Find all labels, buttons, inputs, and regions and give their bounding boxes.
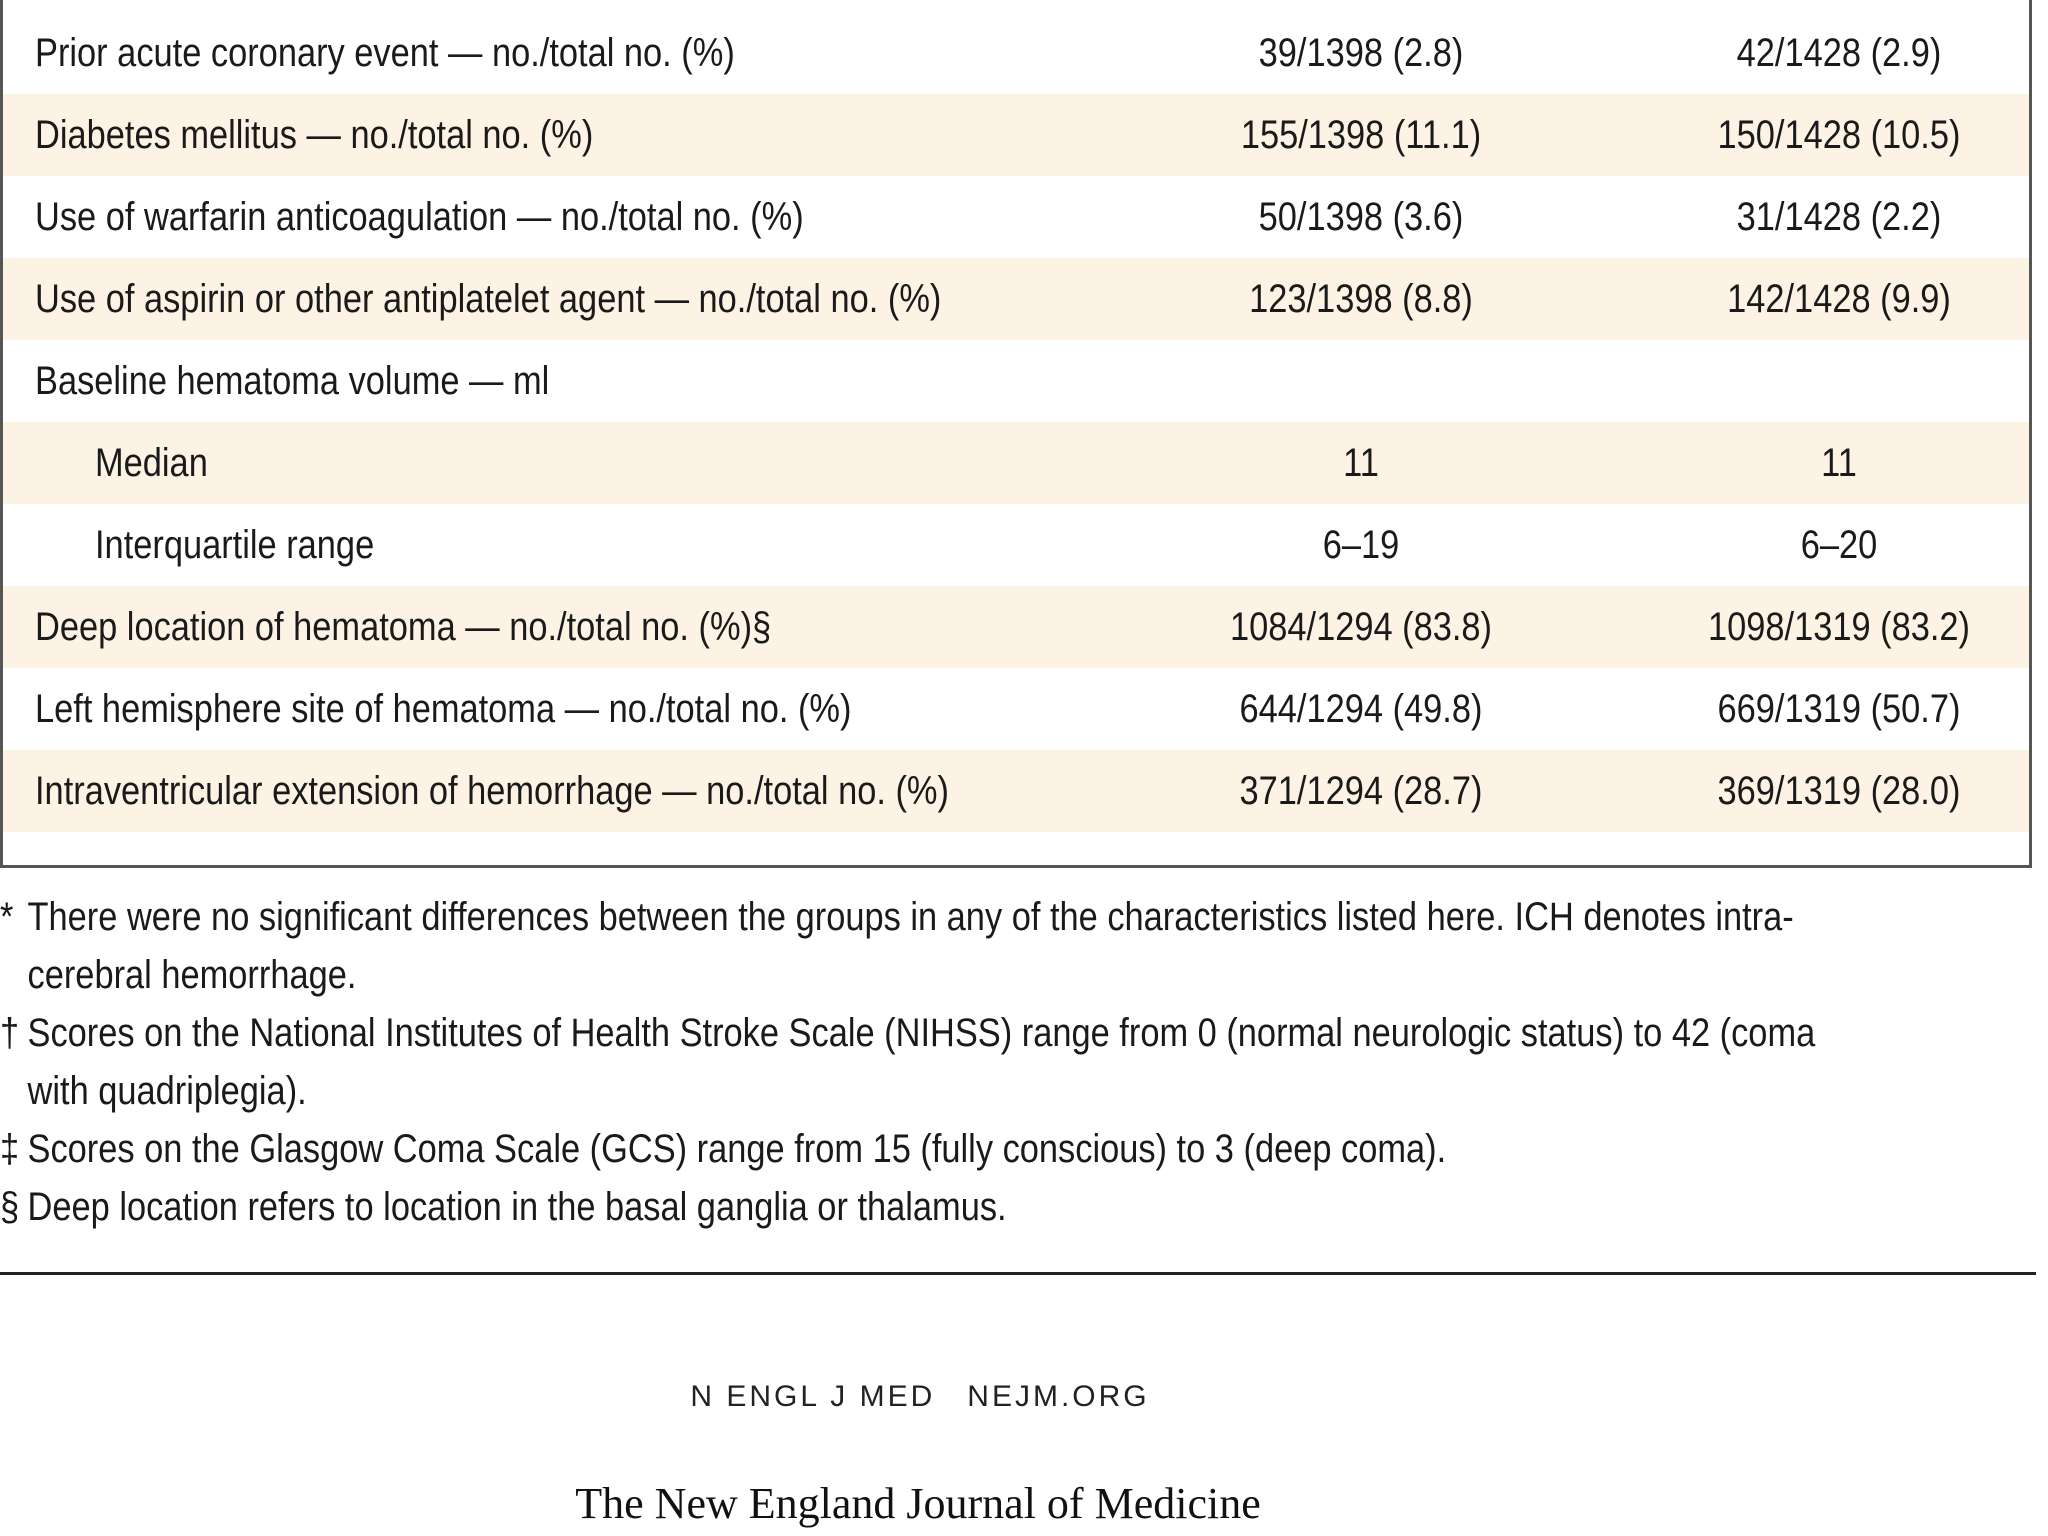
row-label: Deep location of hematoma — no./total no. (%)§ [35,605,772,649]
group1-value: 50/1398 (3.6) [1258,195,1464,239]
footnote [0,1004,1816,1120]
group1-value [1180,340,1541,422]
group2-value: 1098/1319 (83.2) [1707,605,1971,649]
table-row [3,340,2029,422]
group1-value: 6–19 [1322,523,1400,567]
group2-value: 150/1428 (10.5) [1717,113,1961,157]
row-label: Diabetes mellitus — no./total no. (%) [35,113,594,157]
journal-abbrev: N ENGL J MED [690,1380,936,1413]
group2-value: 31/1428 (2.2) [1736,195,1942,239]
group1-value: 644/1294 (49.8) [1239,687,1483,731]
footnote [0,1120,1746,1178]
journal-name: The New England Journal of Medicine [575,1479,1261,1528]
footnote-text: Scores on the Glasgow Coma Scale (GCS) range from 15 (fully conscious) to 3 (deep coma). [27,1127,1447,1171]
footnote-text: There were no significant differences between the groups in any of the characteristics listed here. ICH denotes intra- [27,895,1794,939]
group2-value: 669/1319 (50.7) [1717,687,1961,731]
table-row [3,176,2029,258]
table-row [3,668,2029,750]
footnote-mark: ‡ [0,1127,20,1171]
group2-value [1658,340,2019,422]
group2-value: 369/1319 (28.0) [1717,769,1961,813]
row-label: Left hemisphere site of hematoma — no./total no. (%) [35,687,852,731]
group1-value: 123/1398 (8.8) [1249,277,1473,321]
footnote-mark: † [0,1011,20,1055]
group2-value: 42/1428 (2.9) [1736,31,1942,75]
footnote-divider [0,1272,2036,1275]
footnote-text: Scores on the National Institutes of Health Stroke Scale (NIHSS) range from 0 (normal neurologic status) to 42 (coma [27,1011,1816,1055]
row-label: Intraventricular extension of hemorrhage — no./total no. (%) [35,769,949,813]
row-label: Prior acute coronary event — no./total no. (%) [35,31,735,75]
table-row [3,12,2029,94]
row-label: Interquartile range [95,523,375,567]
group2-value: 142/1428 (9.9) [1727,277,1951,321]
table-row [3,586,2029,668]
group2-value: 11 [1821,441,1857,485]
footnote-text: cerebral hemorrhage. [27,953,357,997]
table-row [3,94,2029,176]
footnote [0,888,1794,1004]
table-row [3,422,2029,504]
group1-value: 1084/1294 (83.8) [1229,605,1493,649]
row-label: Median [95,441,208,485]
footnote-mark: § [0,1185,20,1229]
footnote-text: with quadriplegia). [27,1069,307,1113]
group1-value: 371/1294 (28.7) [1239,769,1483,813]
table-row [3,750,2029,832]
group1-value: 155/1398 (11.1) [1240,113,1482,157]
row-label: Use of aspirin or other antiplatelet agent — no./total no. (%) [35,277,942,321]
footnote [0,1178,1746,1236]
footnote-text: Deep location refers to location in the basal ganglia or thalamus. [27,1185,1007,1229]
footnote-mark: * [0,895,14,939]
table-row [3,258,2029,340]
group1-value: 39/1398 (2.8) [1258,31,1464,75]
group2-value: 6–20 [1800,523,1878,567]
table-row [3,504,2029,586]
journal-website: NEJM.ORG [967,1380,1150,1413]
row-label: Use of warfarin anticoagulation — no./total no. (%) [35,195,804,239]
group1-value: 11 [1343,441,1379,485]
journal-citation [0,1380,1840,1414]
row-label: Baseline hematoma volume — ml [35,359,550,403]
table-footnotes [0,888,2030,1236]
